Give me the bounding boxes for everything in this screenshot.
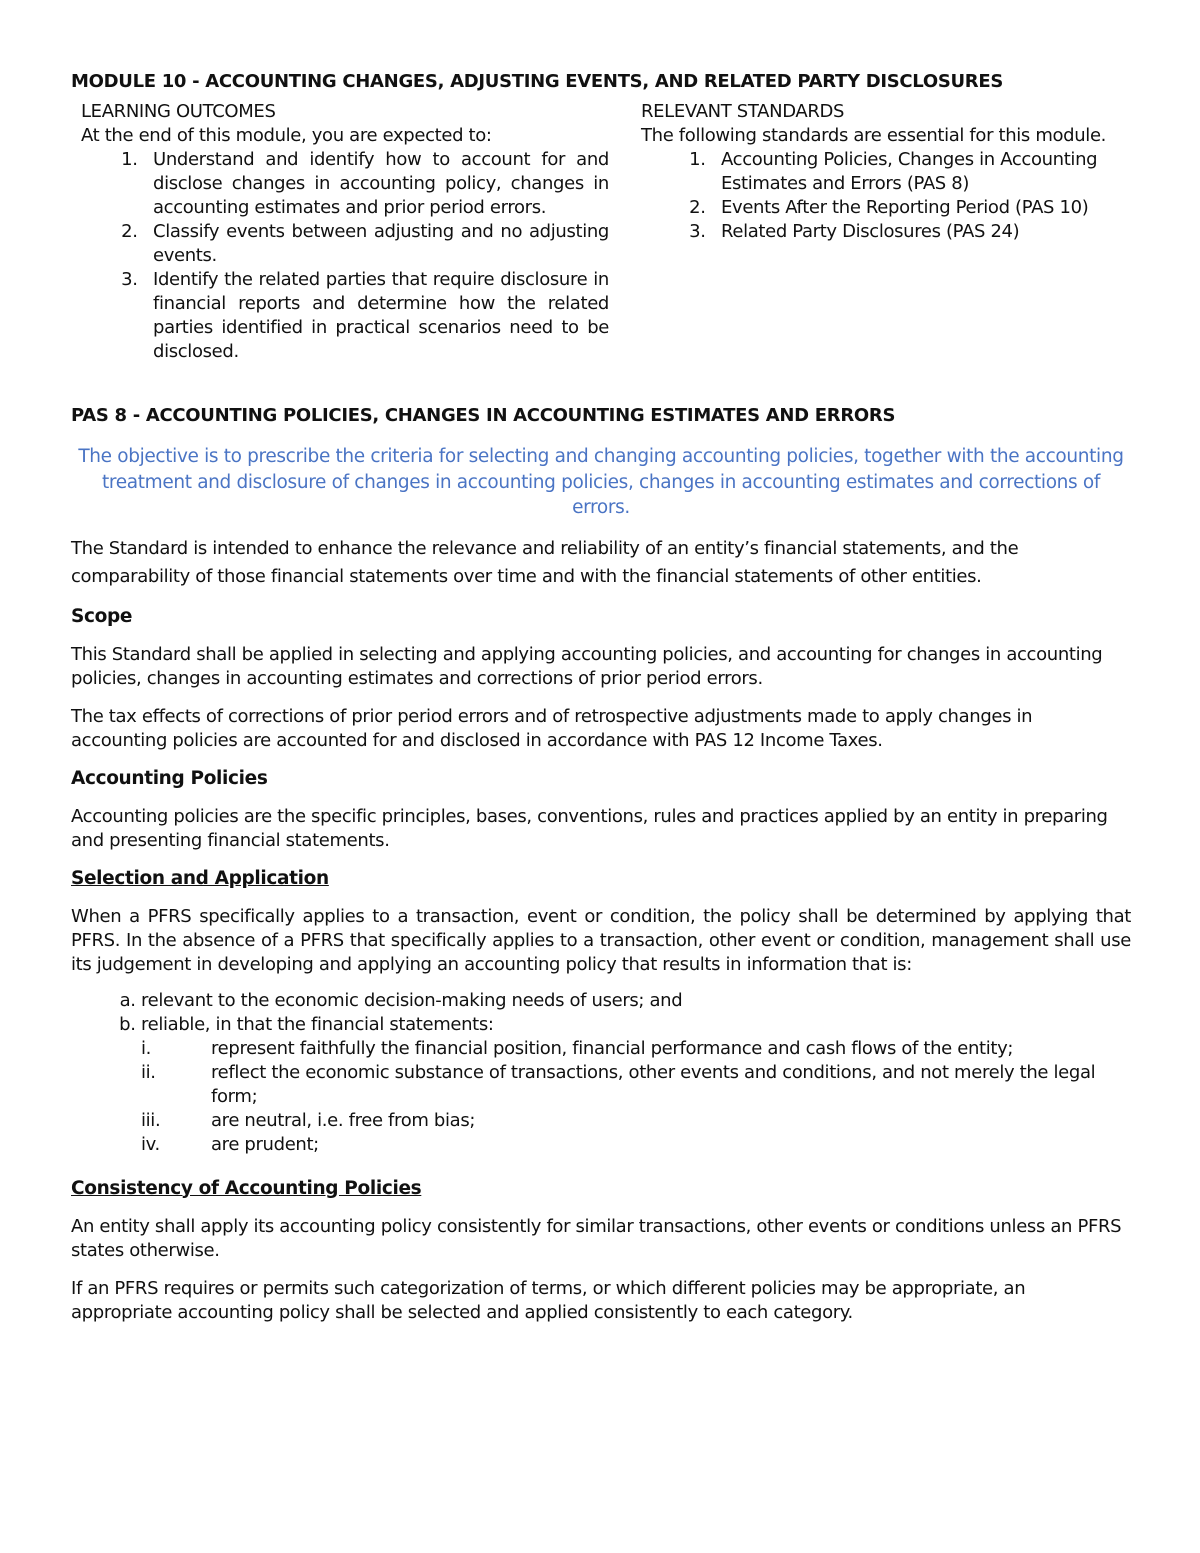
outcomes-standards-columns: [71, 100, 1131, 364]
list-item-text: represent faithfully the financial position, financial performance and cash flows of the entity;: [211, 1037, 1014, 1059]
list-item-text: are neutral, i.e. free from bias;: [211, 1109, 476, 1131]
scope-paragraph-2: The tax effects of corrections of prior period errors and of retrospective adjustments made to apply changes in accounting policies are accounted for and disclosed in accordance with PAS 12 Income Taxes.: [71, 705, 1033, 751]
relevant-standards-intro: The following standards are essential for this module.: [641, 125, 1107, 146]
list-number: i.: [141, 1037, 152, 1059]
list-item: [141, 1133, 1131, 1157]
list-item: [141, 1013, 1131, 1157]
module-title: MODULE 10 - ACCOUNTING CHANGES, ADJUSTING EVENTS, AND RELATED PARTY DISCLOSURES: [71, 71, 1004, 92]
learning-outcomes-column: [71, 100, 609, 364]
list-item: 3. Related Party Disclosures (PAS 24): [711, 220, 1131, 244]
selection-criteria-list: [71, 989, 1131, 1157]
consistency-paragraph-2: If an PFRS requires or permits such categorization of terms, or which different policies may be appropriate, an appropriate accounting policy shall be selected and applied consistently to each category.: [71, 1277, 1026, 1323]
scope-heading: Scope: [71, 605, 133, 627]
list-item: 2. Events After the Reporting Period (PAS 10): [711, 196, 1131, 220]
consistency-heading: Consistency of Accounting Policies: [71, 1177, 422, 1199]
learning-outcomes-heading: LEARNING OUTCOMES: [81, 101, 276, 122]
list-item: 1. Understand and identify how to account for and disclose changes in accounting policy, changes in accounting estimates and prior period errors.: [143, 148, 609, 220]
accounting-policies-paragraph: Accounting policies are the specific principles, bases, conventions, rules and practices applied by an entity in preparing and presenting financial statements.: [71, 805, 1108, 851]
relevant-standards-list: [641, 148, 1131, 244]
scope-paragraph-1: This Standard shall be applied in selecting and applying accounting policies, and accounting for changes in accounting policies, changes in accounting estimates and corrections of prior period errors.: [71, 643, 1103, 689]
intro-paragraph: The Standard is intended to enhance the relevance and reliability of an entity’s financial statements, and the comparability of those financial statements over time and with the financial statements of other entities.: [71, 537, 1019, 587]
learning-outcomes-list: [71, 148, 609, 364]
document-page: [71, 70, 1131, 1339]
selection-paragraph: When a PFRS specifically applies to a transaction, event or condition, the policy shall be determined by applying that PFRS. In the absence of a PFRS that specifically applies to a transaction, other event or condition, management shall use its judgement in developing and applying an accounting policy that results in information that is:: [71, 905, 1131, 975]
list-number: iii.: [141, 1109, 161, 1131]
list-item: 3. Identify the related parties that require disclosure in financial reports and determine how the related parties identified in practical scenarios need to be disclosed.: [143, 268, 609, 364]
list-item: [141, 1061, 1131, 1109]
reliability-list: [141, 1037, 1131, 1157]
pas8-title: PAS 8 - ACCOUNTING POLICIES, CHANGES IN ACCOUNTING ESTIMATES AND ERRORS: [71, 405, 896, 426]
list-item: a. relevant to the economic decision-making needs of users; and: [141, 989, 1131, 1013]
list-item-text: reliable, in that the financial statements:: [141, 1013, 494, 1035]
list-item-text: are prudent;: [211, 1133, 319, 1155]
objective-statement: The objective is to prescribe the criteria for selecting and changing accounting policies, together with the accounting treatment and disclosure of changes in accounting policies, changes in accounting estimates and corrections of errors.: [78, 446, 1124, 518]
list-number: ii.: [141, 1061, 156, 1083]
list-number: iv.: [141, 1133, 160, 1155]
relevant-standards-heading: RELEVANT STANDARDS: [641, 101, 845, 122]
list-item-text: reflect the economic substance of transactions, other events and conditions, and not merely the legal form;: [211, 1061, 1096, 1107]
list-item: 2. Classify events between adjusting and no adjusting events.: [143, 220, 609, 268]
accounting-policies-heading: Accounting Policies: [71, 767, 268, 789]
consistency-paragraph-1: An entity shall apply its accounting policy consistently for similar transactions, other events or conditions unless an PFRS states otherwise.: [71, 1215, 1122, 1261]
list-item: [141, 1109, 1131, 1133]
relevant-standards-column: [641, 100, 1131, 364]
list-item: [141, 1037, 1131, 1061]
selection-heading: Selection and Application: [71, 867, 329, 889]
list-item: 1. Accounting Policies, Changes in Accounting Estimates and Errors (PAS 8): [711, 148, 1131, 196]
learning-outcomes-intro: At the end of this module, you are expected to:: [81, 125, 492, 146]
